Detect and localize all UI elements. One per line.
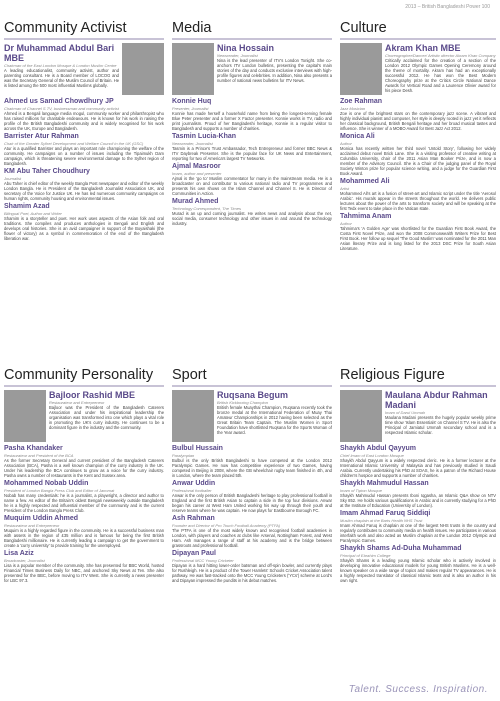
person-bio: Shaykh Mahmudul Hassan presents Iboni Iqgasha, an Islamic Q&A show on NTV Sky 852. He holds various qualifications in Arabic and is currently studying for a PhD at the Institute of Education (University of London). [340,493,496,508]
person-name: Shaykh Shams Ad-Duha Muhammad [340,545,462,552]
person-bio: Abu Taher is chief editor of the weekly Bangla Post newspaper and editor of the weekly London Bangla. He is President of the Bangladesh Journalist Association UK, and secretary of the Voice for Justice UK. He has led numerous community campaigns on human rights, community housing and environmental issues. [4,181,164,201]
person-entry [172,550,332,583]
person-bio: Tahmima's 'A Golden Age' was shortlisted for the Guardian First Book Award, the Costa First Novel Prize, and won the 2008 Commonwealth Writers Prize for Best First Book. Her follow up sequel 'The Good Muslim' was nominated for the 2011 Man Asian literary Prize and is long listed for the 2013 DSC Prize for South Asian Literature. [340,226,496,251]
person-bio: Murad is an up and coming journalist. He writes news and analysis about the net, social media, consumer technology and other issues in and around the technology industry. [172,211,332,226]
section-divider [172,38,332,40]
person-bio: Shaykh Shams is a leading young Islamic scholar who is actively involved in developing innovative educational models for young British Muslims. He is a well-known speaker on a wide range of topics and makes regular TV appearances. He is a highly respected translator of classical Islamic texts and is also an author in his own right. [340,558,496,583]
featured-bio: Bajloor was the President of the Bangladesh Caterers Association and under his inspirational leadership the organisation was transformed into one which plays a vital role in promoting the UK's curry industry. He continues to be a dominant figure in the industry and the community. [49,405,164,430]
featured-photo [340,43,382,95]
person-role: President of London Bangla Press Club and Editor of Janomat [4,488,115,493]
person-role: Founder and Director of Pro Touch Football Academy (PTFA) [172,523,281,528]
person-entry [172,480,332,513]
section-title: Sport [172,367,207,383]
person-role: Imam, author and presenter [172,171,222,176]
section-title: Culture [340,20,387,36]
featured-photo [340,390,382,442]
featured-photo [4,390,46,442]
featured-bio: Nina is the lead presenter of ITV's London Tonight. She co-anchors ITV London bulletins, presenting the capital's main stories of the day and conducts exclusive interviews with high-profile figures and celebrities. In addition, Nina also presents a number of national news bulletins for ITV News. [217,58,332,83]
person-name: Anwar Uddin [172,480,216,487]
person-entry [4,168,164,201]
section-divider [4,38,164,40]
person-role: Chairman of Channel S TV, businessman and community activist [4,106,119,111]
person-entry [340,178,496,211]
person-bio: Ahmed is a Bengali language media mogul, community worker and philanthropist who has raised millions for charitable endeavours. He is known for his work in raising the profile of the British Bangladeshi community and is widely recognised for his work across the UK, Europe and Bangladesh. [4,111,164,131]
person-role: Restaurateur and President of the BCA [4,453,74,458]
person-name: Monica Ali [340,133,375,140]
featured-role: Chairman of the East London Mosque & London Muslim Centre [4,63,117,68]
person-bio: Nobab has many credentials: he is a journalist, a playwright, a director and author to name a few. As editor of the Britain's oldest Bengali newsweekly outside Bangladesh he is a highly respected and influential member of the community and is the current President of the London Bangla Press Club. [4,493,164,513]
featured-name: Nina Hossain [217,43,275,53]
featured-profile [4,390,164,443]
person-bio: Shaykh Abdul Qayyum is a widely respected cleric. He is a former lecturer at the International Islamic University of Malaysia and has previously studied in Saudi Arabia. Currently undertaking his PhD at SOAS, he is a patron of the Richard House children's hospice and supports a number of charities. [340,458,496,478]
person-role: Chief Imam of East London Mosque [340,453,404,458]
person-name: Mohammed Ali [340,178,390,185]
column-culture [340,20,496,365]
person-name: Mohammed Nobab Uddin [4,480,89,487]
featured-bio: Maulana Madani presents the hugely popular weekly prime time show 'Islam Essentials' on Channel S TV. He is also the Principal of Jamiatul Ummah secondary school and is a respected Islamic scholar. [385,415,496,435]
person-name: Konnie Huq [172,98,212,105]
section-divider [340,385,496,387]
person-bio: Anwar is the only person of British Bangladeshi heritage to play professional football in England and the first British Asian to captain a side in the top four divisions. Anwar began his career at West Ham United working his way up through their youth and reserve teams where he was captain. He now plays for Eastbourne Borough FC. [172,493,332,513]
person-bio: Imam Ahmad Faruq is chaplain at one of the largest NHS trusts in the country and regularly contributes to community media on health issues. He participates in various interfaith work and also acted as Muslim chaplain at the London 2012 Olympic and Paralympic Games. [340,523,496,543]
featured-profile [4,43,164,96]
page-header [0,0,500,14]
featured-profile [340,43,496,96]
featured-photo [172,43,214,95]
person-entry [4,480,164,513]
person-role: Professional footballer [172,488,212,493]
person-entry [340,445,496,478]
person-name: Zoe Rahman [340,98,383,105]
person-bio: Shamim is a storyteller and poet. Her work uses aspects of the Asian folk and oral traditions. She compiles and produces anthologies in Bengali and English and develops oral histories. She is an avid campaigner in support of the Boyaishaki (the flower of victory) as a symbol in commemoration of the end of the Bangladesh liberation war. [4,216,164,241]
featured-profile [340,390,496,443]
section-divider [4,385,164,387]
featured-role: Choreographer/Dancer/ Artistic director Akram Khan Company [385,53,496,58]
person-role: Imam of Tipton Mosque [340,488,382,493]
person-role: Restaurateur and Entrepreneur [4,523,60,528]
featured-bio: British female Muaythai Champion, Ruqsana recently took the bronze medal at the International Federation of Muay Thai Amateur Championships in 2012 having been selected as the Great Britain Team Captain. The Muslim Women in Sport Foundation have shortlisted Ruqsana for the Sports Woman of the Year award. [217,405,332,435]
featured-photo [172,390,214,442]
person-name: Shaykh Abdul Qayyum [340,445,416,452]
person-role: Author [340,141,352,146]
person-bio: Muquim is a highly regarded figure in the community. He is a successful business man with assets in the region of £35 million and is famous for being the first British Bangladeshi millionaire. He is currently leading a campaign to get the government to create a 'curry university' to provide training for the unemployed. [4,528,164,548]
header-text: 2013 – British Bangladeshi Power 100 [405,4,490,10]
person-entry [172,445,332,478]
person-name: Barrister Atur Rahman [4,133,79,140]
person-entry [172,198,332,226]
featured-name: Ruqsana Begum [217,390,289,400]
column-media [172,20,332,365]
person-entry [172,98,332,131]
person-entry [340,98,496,131]
person-bio: Mohammed Ali's art is a fusion of street-art and Islamic script under the title 'Aerosol Arabic'. His murals appear in the streets throughout the world. He delivers public lectures about the power of the arts to transform society and will be speaking at the first Tedx event to take place in the Vatican state. [340,191,496,211]
person-entry [4,445,164,478]
person-name: Pasha Khandaker [4,445,63,452]
featured-role: Imam of Darul Ummah [385,410,426,415]
section-title: Media [172,20,212,36]
person-role: Principal of Ebrahim College [340,553,391,558]
person-name: Lisa Aziz [4,550,34,557]
person-role: Artist [340,186,350,191]
person-entry [340,480,496,508]
person-name: Shamim Azad [4,203,50,210]
person-role: Bilingual Poet, Author and Writer [4,211,62,216]
person-bio: Konnie has made herself a household name from being the longest-serving female Blue Peter presenter and a former X Factor presenter. Konnie works in TV, radio and print journalism. Proud of her Bangladeshi heritage, Konnie is a regular visitor to Bangladesh and supports a number of charities. [172,111,332,131]
person-bio: Lisa is a popular member of the community. She has presented for BBC World, hosted Financial Times Business Daily for NBC, and anchored Sky News at Ten. She also presented for the BBC, before moving to ITV West. She is currently a news presenter for LBC 97.3. [4,563,164,583]
person-entry [340,510,496,543]
person-name: Shaykh Mahmudul Hassan [340,480,429,487]
column-community-activist [4,20,164,365]
person-entry [340,545,496,583]
person-name: Dipayan Paul [172,550,216,557]
person-entry [340,133,496,176]
person-bio: Tasmin is a Prince's Trust Ambassador, Tech Entrepreneur and former BBC News & ITV Daybreak Presenter. She is the popular face for UK News and Entertainment, reporting for two of America's largest TV Networks. [172,146,332,161]
section-title: Community Personality [4,367,154,383]
featured-bio: A leading educationalist, community activist, author and parenting consultant. He is a Board member of LOCOG and was the Secretary General of the Muslim Council of Britain. He is listed among the 500 most influential Muslims globally. [4,68,119,88]
section-title: Community Activist [4,20,127,36]
person-role: Chair of the Greater Sylhet Development and Welfare Council in the UK (GSC) [4,141,144,146]
person-bio: The PTFA is one of the most widely known and recognised football academies in London, with players and coaches at clubs like Arsenal, Nottingham Forest, and West Ham. Ash manages a range of staff at his academy and is the bridge between grassroots and professional football. [172,528,332,548]
featured-name: Bajloor Rashid MBE [49,390,136,400]
featured-role: Restaurateur and Entrepreneur [49,400,105,405]
person-name: KM Abu Taher Choudhury [4,168,90,175]
person-role: Broadcaster, Journalist [4,558,45,563]
featured-role: British Kickboxing Champion [217,400,268,405]
person-name: Murad Ahmed [172,198,219,205]
person-entry [4,515,164,548]
person-bio: Atur is a qualified Barrister and plays an important role championing the welfare of the community. He campaigns on a number of issues including the Tipaimukh Dam campaign, which is threatening severe environmental damage to the Sylhet region of Bangladesh. [4,146,164,166]
person-name: Ahmed us Samad Chowdhury JP [4,98,114,105]
person-name: Tasmin Lucia-Khan [172,133,237,140]
person-role: Presenter, Journalist [172,106,209,111]
column-sport [172,367,332,685]
person-role: Muslim chaplain at the Barts Health NHS Trust [340,518,423,523]
featured-name: Akram Khan MBE [385,43,461,53]
person-name: Ajmal Masroor [172,163,221,170]
person-name: Tahmima Anam [340,213,392,220]
person-bio: Monica has recently written her third novel 'Untold Story', following her widely acclaimed debut novel Brick Lane. She is a visiting professor of creative writing at Columbia University, chair of the 2011 Asian Man Booker Prize, and is now a member of the Advisory Council. She is a Chair of the judging panel of the Royal Society Winton prize for popular science writing, and a judge for the Guardian First Book Award. [340,146,496,176]
person-role: Technology Correspondent, The Times [172,206,241,211]
featured-bio: Critically acclaimed for the creation of a section of the London 2012 Olympic Games Opening Ceremony around the theme of mortality. Akram has had an exceptionally successful 2012. He has won the Best Modern Choreography prize at the Critics Circle National Dance Awards for Vertical Road and a Laurence Olivier award for his piece Desh. [385,58,496,93]
person-name: Ash Rahman [172,515,215,522]
featured-name: Dr Muhammad Abdul Bari MBE [4,43,115,63]
person-entry [4,133,164,166]
person-entry [172,163,332,196]
person-name: Imam Ahmad Faruq Siddiqi [340,510,431,517]
section-title: Religious Figure [340,367,445,383]
featured-profile [172,390,332,443]
column-religious-figure [340,367,496,685]
person-role: Professional MCC Young Cricketer [172,558,234,563]
column-community-personality [4,367,164,685]
featured-name: Maulana Abdur Rahman Madani [385,390,488,410]
person-bio: Ajmal is the 'go to' Muslim commentator for many in the mainstream media. He is a broadcaster on and contributor to various national radio and TV programmes and presents his own shows on the Islam Channel and Channel S. He is Director of Communities in Action. [172,176,332,196]
person-entry [340,213,496,251]
person-name: Muquim Uddin Ahmed [4,515,79,522]
person-role: Paralympian [172,453,195,458]
person-entry [4,98,164,131]
featured-photo [122,43,164,95]
footer-tagline: Talent. Success. Inspiration. [348,684,488,695]
person-bio: Dipayan is a hard hitting lower-order batsman and off-spin bowler, and currently plays for Rushleigh. He is a product of the Tower Hamlets' Schools Cricket Association talent pathway. He was fast-tracked onto the MCC Young Cricketers ('YCs') scheme at Lord's and Dipayan impressed the pundits in his debut matches. [172,563,332,583]
person-bio: Zoe is one of the brightest stars on the contemporary jazz scene. A vibrant and highly individual pianist and composer, her style is deeply rooted in jazz yet it reflects her classical background, British Bengali heritage and her broad musical tastes and influence. She is winner of a MOBO Award for Best Jazz Act 2012. [340,111,496,131]
person-bio: Bulbul is the only British Bangladeshi to have competed at the London 2012 Paralympic Games. He now has competitive experience of two Games, having competed in Beijing in 2008, where the GB wheelchair rugby team finished in 4th, and in London, where the team placed 5th. [172,458,332,478]
person-role: Author [340,221,352,226]
person-entry [172,515,332,548]
section-divider [340,38,496,40]
person-bio: As the former Secretary General and current president of the Bangladesh Caterers Association (BCA), Pasha is a well known champion of the curry industry in the UK. Under his leadership the BCA continues to grow as a voice for the curry industry. Pasha owns a number of restaurants in the Kent and Sussex area. [4,458,164,478]
section-divider [172,385,332,387]
person-entry [4,203,164,241]
person-entry [172,133,332,161]
featured-profile [172,43,332,96]
person-entry [4,550,164,583]
featured-role: Newsreader, Journalist [217,53,258,58]
person-role: Jazz Musician [340,106,366,111]
person-role: Newsreader, Journalist [172,141,213,146]
person-name: Bulbul Hussain [172,445,223,452]
person-role: Journalist [4,176,22,181]
